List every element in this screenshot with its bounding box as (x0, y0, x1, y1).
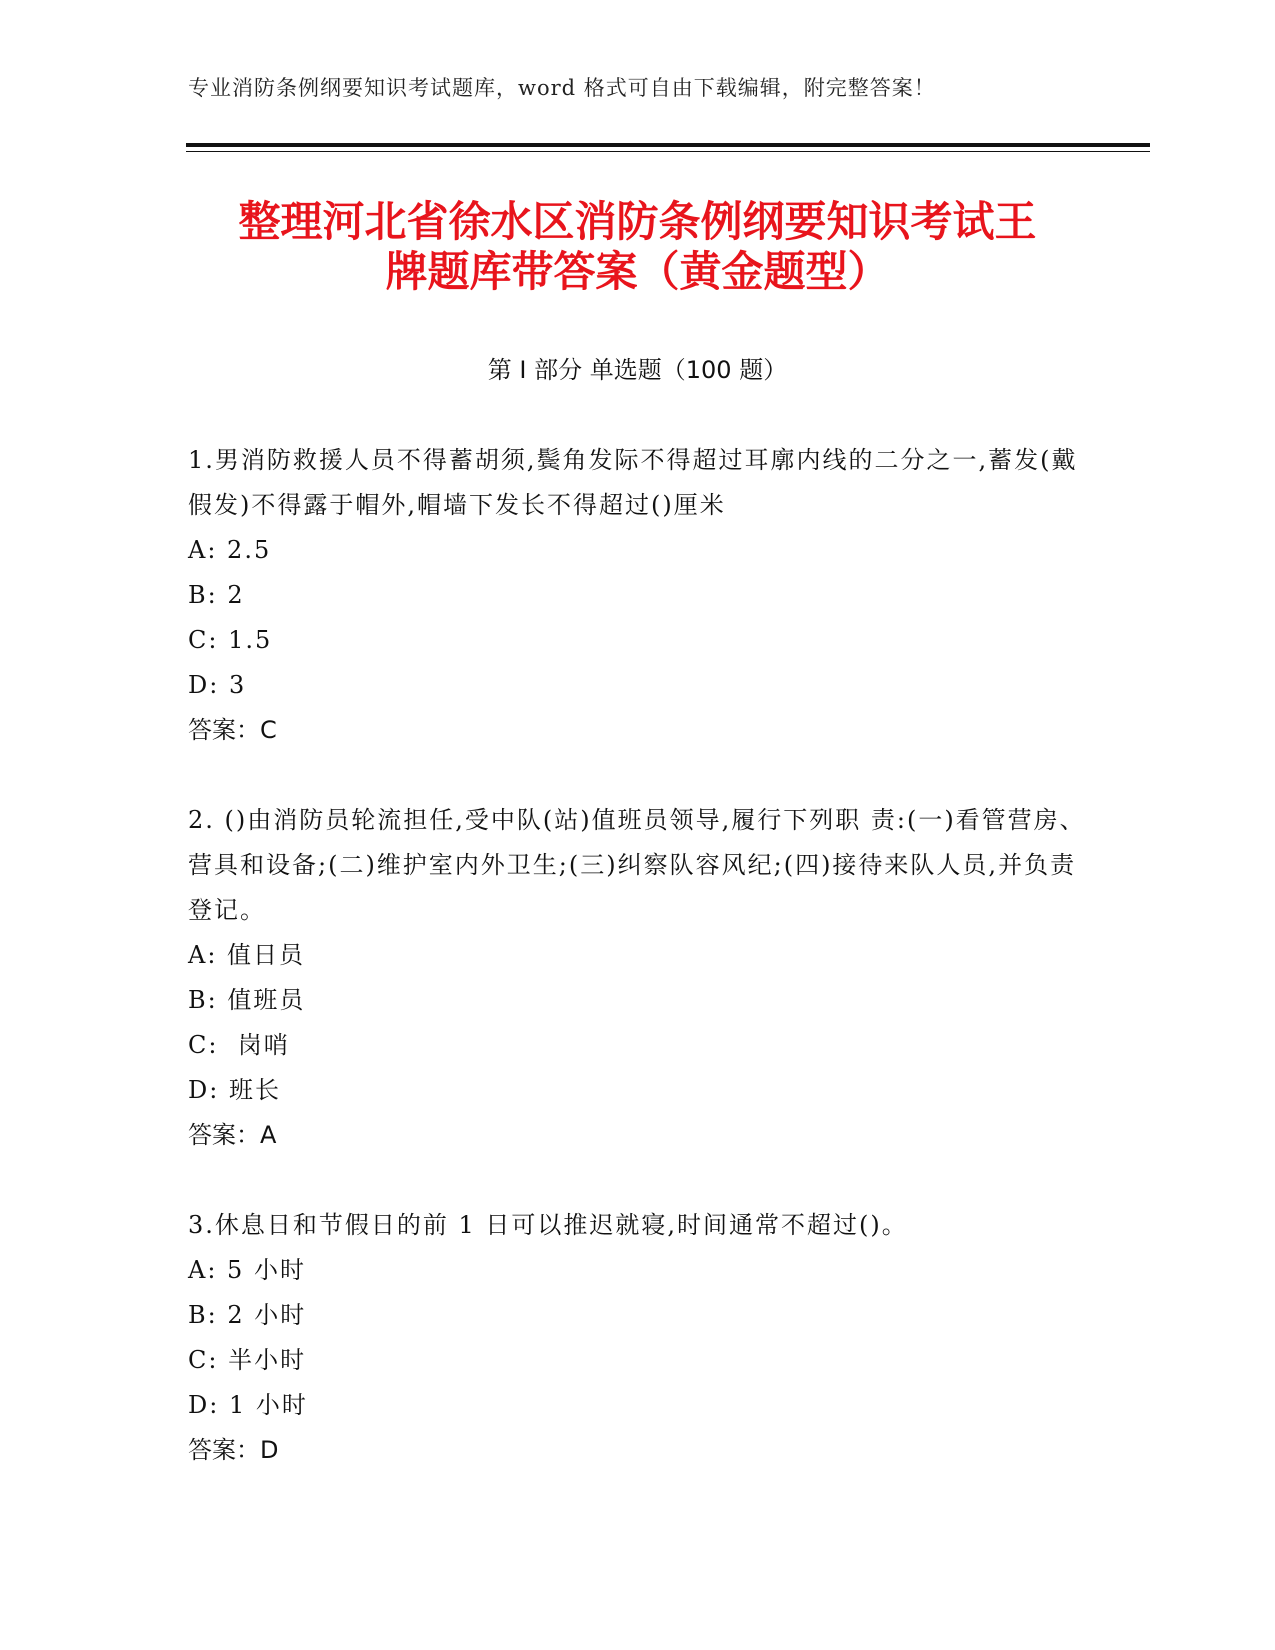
option-d: D: 班长 (188, 1076, 281, 1104)
document-title-line-2: 牌题库带答案（黄金题型） (385, 247, 890, 296)
question-2 (188, 798, 1098, 1158)
option-a: A: 值日员 (188, 941, 306, 969)
question-3 (188, 1203, 1098, 1473)
option-b: B: 2 (188, 581, 245, 609)
question-stem: 2. ()由消防员轮流担任,受中队(站)值班员领导,履行下列职 责:(一)看管营房、营具和设备;(二)维护室内外卫生;(三)纠察队容风纪;(四)接待来队人员,并负责登记。 (188, 806, 1086, 924)
header-rule-thick (186, 143, 1150, 147)
option-b: B: 值班员 (188, 986, 306, 1014)
option-b: B: 2 小时 (188, 1301, 307, 1329)
answer: 答案：D (188, 1436, 279, 1464)
option-a: A: 5 小时 (188, 1256, 306, 1284)
option-c: C: 半小时 (188, 1346, 307, 1374)
document-title (150, 197, 1125, 297)
document-title-line-1: 整理河北省徐水区消防条例纲要知识考试王 (238, 197, 1037, 246)
answer: 答案：C (188, 716, 277, 744)
option-d: D: 3 (188, 671, 247, 699)
question-stem: 1.男消防救援人员不得蓄胡须,鬓角发际不得超过耳廓内线的二分之一,蓄发(戴假发)不得露于帽外,帽墙下发长不得超过()厘米 (188, 446, 1078, 519)
option-a: A: 2.5 (188, 536, 272, 564)
option-c: C: 岗哨 (188, 1031, 290, 1059)
option-c: C: 1.5 (188, 626, 273, 654)
answer: 答案：A (188, 1121, 277, 1149)
option-d: D: 1 小时 (188, 1391, 308, 1419)
question-stem: 3.休息日和节假日的前 1 日可以推迟就寝,时间通常不超过()。 (188, 1211, 908, 1239)
question-list (188, 438, 1098, 1518)
question-1 (188, 438, 1098, 753)
section-heading: 第 I 部分 单选题（100 题） (487, 356, 788, 384)
header-rule-thin (186, 151, 1150, 152)
header-note: 专业消防条例纲要知识考试题库，word 格式可自由下载编辑，附完整答案！ (188, 76, 936, 100)
